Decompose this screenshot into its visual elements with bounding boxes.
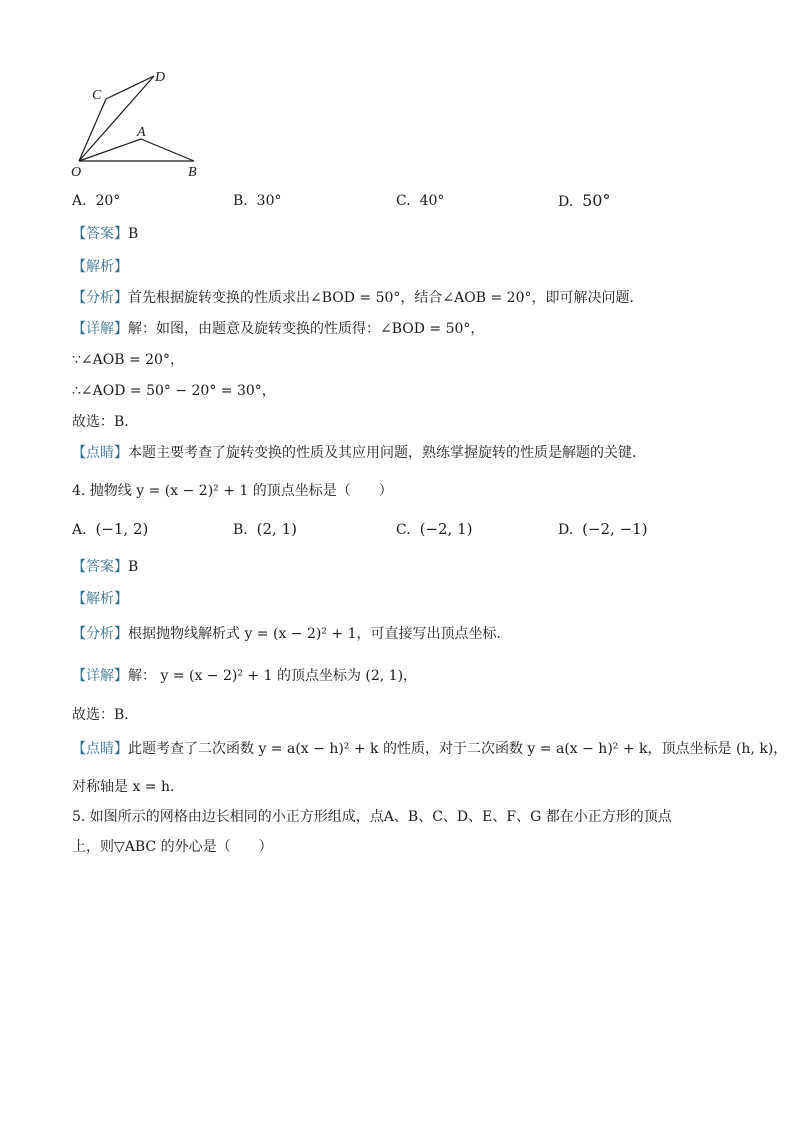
q3-line2: ∵∠AOB = 20°， xyxy=(72,352,184,368)
q4-option-d: D. (−2, −1) xyxy=(558,520,648,538)
q3-option-b: B. 30° xyxy=(233,193,282,209)
label-c: C xyxy=(92,88,102,103)
q4-stem: 4. 抛物线 y = (x − 2)² + 1 的顶点坐标是（ ） xyxy=(72,483,393,499)
q5-stem-line2: 上，则▽ABC 的外心是（ ） xyxy=(72,839,273,855)
q3-dianjing: 【点睛】本题主要考查了旋转变换的性质及其应用问题，熟练掌握旋转的性质是解题的关键． xyxy=(72,445,646,461)
q4-guxuan: 故选：B． xyxy=(72,707,139,723)
q3-answer: 【答案】B xyxy=(72,226,139,242)
q4-option-c: C. (−2, 1) xyxy=(396,520,473,538)
q3-xiangjie: 【详解】解：如图，由题意及旋转变换的性质得：∠BOD = 50°， xyxy=(72,321,485,337)
q4-jiexi: 【解析】 xyxy=(72,591,128,607)
label-d: D xyxy=(155,70,166,85)
q5-stem-line1: 5. 如图所示的网格由边长相同的小正方形组成，点A、B、C、D、E、F、G 都在小正方形的顶点 xyxy=(72,809,672,825)
q3-option-d: D. 50° xyxy=(558,191,611,210)
label-b: B xyxy=(188,165,197,180)
rotation-figure xyxy=(0,0,794,200)
q4-fenxi: 【分析】根据抛物线解析式 y = (x − 2)² + 1，可直接写出顶点坐标． xyxy=(72,626,511,642)
q3-fenxi: 【分析】首先根据旋转变换的性质求出∠BOD = 50°，结合∠AOB = 20°，即可解决问题． xyxy=(72,290,644,306)
segment-ab xyxy=(141,139,194,161)
q4-option-b: B. (2, 1) xyxy=(233,520,297,538)
q3-jiexi: 【解析】 xyxy=(72,259,128,275)
label-a: A xyxy=(137,125,146,140)
q4-answer: 【答案】B xyxy=(72,559,139,575)
q3-option-c: C. 40° xyxy=(396,193,445,209)
q4-option-a: A. (−1, 2) xyxy=(72,520,149,538)
q4-xiangjie: 【详解】解： y = (x − 2)² + 1 的顶点坐标为 (2, 1)， xyxy=(72,668,418,684)
label-o: O xyxy=(71,165,82,180)
q4-dianjing-line2: 对称轴是 x = h． xyxy=(72,779,184,795)
segment-oc xyxy=(79,99,106,161)
q3-line3: ∴∠AOD = 50° − 20° = 30°， xyxy=(72,383,276,399)
q4-dianjing: 【点睛】此题考查了二次函数 y = a(x − h)² + k 的性质，对于二次函数 y = a(x − h)² + k，顶点坐标是 (h, k)， xyxy=(72,741,788,757)
q3-guxuan: 故选：B． xyxy=(72,414,139,430)
segment-cd xyxy=(106,76,154,99)
q3-option-a: A. 20° xyxy=(72,193,121,209)
